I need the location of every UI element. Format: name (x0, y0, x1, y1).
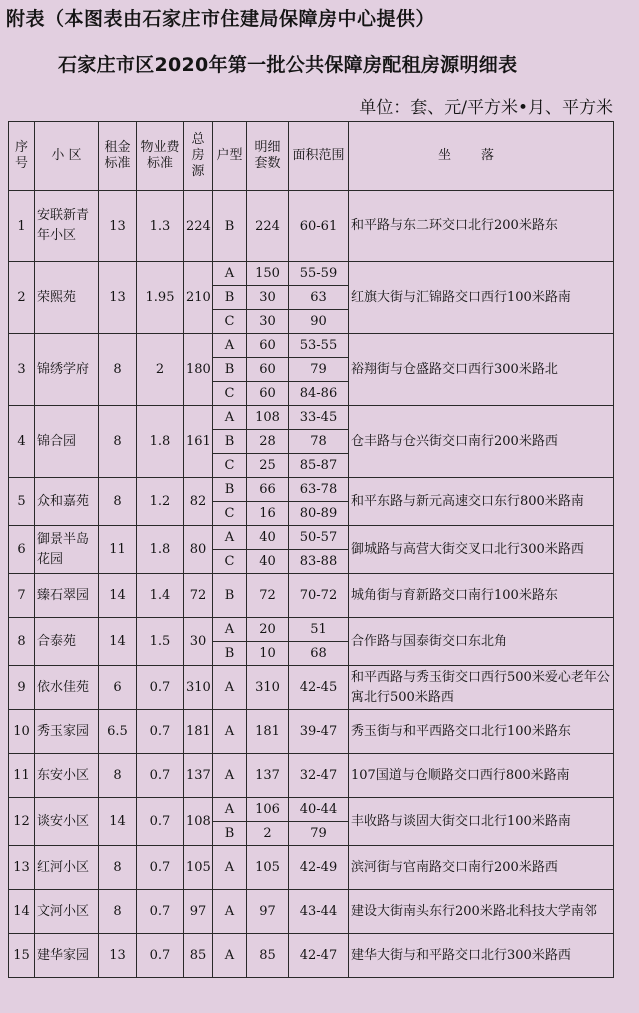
cell-location: 和平路与东二环交口北行200米路东 (349, 191, 614, 262)
cell-type: A (213, 710, 247, 754)
cell-area: 51 (289, 618, 349, 642)
cell-area: 33-45 (289, 406, 349, 430)
cell-type: A (213, 754, 247, 798)
cell-area: 84-86 (289, 382, 349, 406)
header-count: 明细套数 (247, 122, 289, 191)
cell-no: 6 (9, 526, 35, 574)
cell-name: 建华家园 (35, 934, 99, 978)
cell-no: 15 (9, 934, 35, 978)
cell-total: 224 (184, 191, 213, 262)
housing-table (8, 121, 614, 978)
table-row (9, 710, 614, 754)
cell-count: 20 (247, 618, 289, 642)
cell-count: 85 (247, 934, 289, 978)
cell-rent: 13 (99, 934, 137, 978)
cell-total: 105 (184, 846, 213, 890)
cell-count: 105 (247, 846, 289, 890)
cell-rent: 8 (99, 334, 137, 406)
cell-total: 72 (184, 574, 213, 618)
table-row (9, 666, 614, 710)
cell-rent: 14 (99, 574, 137, 618)
cell-name: 安联新青年小区 (35, 191, 99, 262)
cell-count: 310 (247, 666, 289, 710)
cell-type: B (213, 286, 247, 310)
cell-type: B (213, 574, 247, 618)
cell-location: 建华大街与和平路交口北行300米路西 (349, 934, 614, 978)
cell-total: 80 (184, 526, 213, 574)
cell-type: A (213, 618, 247, 642)
cell-no: 4 (9, 406, 35, 478)
cell-rent: 8 (99, 846, 137, 890)
table-row (9, 334, 614, 358)
cell-count: 25 (247, 454, 289, 478)
source-note: 附表（本图表由石家庄市住建局保障房中心提供） (6, 8, 436, 30)
cell-area: 40-44 (289, 798, 349, 822)
table-row (9, 754, 614, 798)
cell-name: 依水佳苑 (35, 666, 99, 710)
cell-type: A (213, 262, 247, 286)
cell-no: 14 (9, 890, 35, 934)
cell-fee: 1.4 (137, 574, 184, 618)
cell-total: 108 (184, 798, 213, 846)
cell-location: 丰收路与谈固大街交口北行100米路南 (349, 798, 614, 846)
cell-area: 32-47 (289, 754, 349, 798)
cell-no: 10 (9, 710, 35, 754)
cell-type: C (213, 550, 247, 574)
cell-total: 85 (184, 934, 213, 978)
cell-area: 50-57 (289, 526, 349, 550)
cell-type: C (213, 310, 247, 334)
cell-name: 御景半岛花园 (35, 526, 99, 574)
cell-fee: 0.7 (137, 666, 184, 710)
cell-type: A (213, 846, 247, 890)
cell-no: 5 (9, 478, 35, 526)
cell-count: 40 (247, 550, 289, 574)
cell-type: A (213, 334, 247, 358)
cell-rent: 13 (99, 191, 137, 262)
cell-total: 161 (184, 406, 213, 478)
cell-count: 30 (247, 286, 289, 310)
cell-type: B (213, 358, 247, 382)
cell-no: 13 (9, 846, 35, 890)
cell-location: 滨河街与官南路交口南行200米路西 (349, 846, 614, 890)
cell-type: C (213, 382, 247, 406)
table-row (9, 934, 614, 978)
cell-count: 137 (247, 754, 289, 798)
cell-count: 66 (247, 478, 289, 502)
cell-rent: 6.5 (99, 710, 137, 754)
cell-no: 1 (9, 191, 35, 262)
cell-count: 150 (247, 262, 289, 286)
header-type: 户型 (213, 122, 247, 191)
cell-fee: 1.2 (137, 478, 184, 526)
cell-type: B (213, 822, 247, 846)
cell-area: 42-45 (289, 666, 349, 710)
cell-location: 红旗大街与汇锦路交口西行100米路南 (349, 262, 614, 334)
cell-type: C (213, 454, 247, 478)
cell-fee: 0.7 (137, 890, 184, 934)
cell-count: 72 (247, 574, 289, 618)
table-row (9, 406, 614, 430)
cell-area: 55-59 (289, 262, 349, 286)
cell-location: 仓丰路与仓兴街交口南行200米路西 (349, 406, 614, 478)
cell-type: A (213, 798, 247, 822)
cell-type: A (213, 890, 247, 934)
table-row (9, 846, 614, 890)
cell-count: 28 (247, 430, 289, 454)
cell-type: B (213, 478, 247, 502)
cell-total: 97 (184, 890, 213, 934)
cell-location: 裕翔街与仓盛路交口西行300米路北 (349, 334, 614, 406)
cell-fee: 0.7 (137, 710, 184, 754)
cell-total: 82 (184, 478, 213, 526)
table-row (9, 191, 614, 262)
cell-fee: 0.7 (137, 846, 184, 890)
table-row (9, 478, 614, 502)
cell-count: 181 (247, 710, 289, 754)
cell-fee: 0.7 (137, 798, 184, 846)
cell-count: 106 (247, 798, 289, 822)
cell-name: 合泰苑 (35, 618, 99, 666)
cell-count: 60 (247, 382, 289, 406)
cell-rent: 8 (99, 478, 137, 526)
cell-name: 众和嘉苑 (35, 478, 99, 526)
table-row (9, 262, 614, 286)
cell-count: 224 (247, 191, 289, 262)
cell-area: 60-61 (289, 191, 349, 262)
cell-type: A (213, 934, 247, 978)
cell-total: 310 (184, 666, 213, 710)
cell-area: 79 (289, 822, 349, 846)
table-row (9, 890, 614, 934)
cell-total: 180 (184, 334, 213, 406)
cell-no: 12 (9, 798, 35, 846)
cell-name: 谈安小区 (35, 798, 99, 846)
cell-name: 荣熙苑 (35, 262, 99, 334)
cell-no: 7 (9, 574, 35, 618)
table-row (9, 526, 614, 550)
cell-area: 83-88 (289, 550, 349, 574)
cell-rent: 8 (99, 754, 137, 798)
cell-type: C (213, 502, 247, 526)
cell-rent: 8 (99, 890, 137, 934)
cell-count: 97 (247, 890, 289, 934)
cell-type: A (213, 526, 247, 550)
cell-count: 60 (247, 334, 289, 358)
cell-fee: 0.7 (137, 934, 184, 978)
cell-area: 63-78 (289, 478, 349, 502)
cell-no: 8 (9, 618, 35, 666)
cell-count: 108 (247, 406, 289, 430)
cell-area: 42-49 (289, 846, 349, 890)
cell-fee: 1.3 (137, 191, 184, 262)
cell-name: 秀玉家园 (35, 710, 99, 754)
cell-area: 90 (289, 310, 349, 334)
cell-name: 臻石翠园 (35, 574, 99, 618)
cell-count: 16 (247, 502, 289, 526)
header-row (9, 122, 614, 191)
cell-location: 和平东路与新元高速交口东行800米路南 (349, 478, 614, 526)
cell-name: 锦绣学府 (35, 334, 99, 406)
cell-area: 68 (289, 642, 349, 666)
cell-location: 107国道与仓顺路交口西行800米路南 (349, 754, 614, 798)
cell-area: 43-44 (289, 890, 349, 934)
cell-type: B (213, 191, 247, 262)
cell-area: 78 (289, 430, 349, 454)
header-no: 序号 (9, 122, 35, 191)
table-body (9, 191, 614, 978)
cell-location: 秀玉街与和平西路交口北行100米路东 (349, 710, 614, 754)
cell-area: 79 (289, 358, 349, 382)
cell-fee: 1.95 (137, 262, 184, 334)
cell-type: B (213, 642, 247, 666)
cell-rent: 8 (99, 406, 137, 478)
header-total: 总房源 (184, 122, 213, 191)
cell-fee: 0.7 (137, 754, 184, 798)
table-row (9, 798, 614, 822)
cell-count: 2 (247, 822, 289, 846)
cell-total: 137 (184, 754, 213, 798)
cell-fee: 1.8 (137, 406, 184, 478)
cell-name: 东安小区 (35, 754, 99, 798)
cell-fee: 1.8 (137, 526, 184, 574)
cell-total: 181 (184, 710, 213, 754)
cell-area: 70-72 (289, 574, 349, 618)
header-rent: 租金标准 (99, 122, 137, 191)
cell-location: 合作路与国泰街交口东北角 (349, 618, 614, 666)
table-row (9, 574, 614, 618)
cell-area: 39-47 (289, 710, 349, 754)
cell-rent: 14 (99, 618, 137, 666)
cell-no: 2 (9, 262, 35, 334)
cell-no: 3 (9, 334, 35, 406)
header-name: 小 区 (35, 122, 99, 191)
cell-name: 文河小区 (35, 890, 99, 934)
cell-location: 城角街与育新路交口南行100米路东 (349, 574, 614, 618)
cell-name: 红河小区 (35, 846, 99, 890)
cell-location: 建设大街南头东行200米路北科技大学南邻 (349, 890, 614, 934)
cell-area: 85-87 (289, 454, 349, 478)
header-area: 面积范围 (289, 122, 349, 191)
cell-rent: 13 (99, 262, 137, 334)
cell-name: 锦合园 (35, 406, 99, 478)
cell-count: 60 (247, 358, 289, 382)
cell-location: 御城路与高营大街交叉口北行300米路西 (349, 526, 614, 574)
cell-rent: 6 (99, 666, 137, 710)
cell-fee: 2 (137, 334, 184, 406)
table-row (9, 618, 614, 642)
cell-type: B (213, 430, 247, 454)
cell-area: 63 (289, 286, 349, 310)
cell-total: 30 (184, 618, 213, 666)
cell-count: 10 (247, 642, 289, 666)
header-location: 坐落 (349, 122, 614, 191)
table-title: 石家庄市区2020年第一批公共保障房配租房源明细表 (58, 54, 518, 76)
cell-count: 30 (247, 310, 289, 334)
cell-rent: 11 (99, 526, 137, 574)
cell-rent: 14 (99, 798, 137, 846)
cell-no: 9 (9, 666, 35, 710)
cell-type: A (213, 666, 247, 710)
header-fee: 物业费标准 (137, 122, 184, 191)
cell-area: 80-89 (289, 502, 349, 526)
cell-type: A (213, 406, 247, 430)
cell-area: 53-55 (289, 334, 349, 358)
unit-note: 单位：套、元/平方米•月、平方米 (359, 98, 613, 118)
cell-location: 和平西路与秀玉街交口西行500米爱心老年公寓北行500米路西 (349, 666, 614, 710)
cell-fee: 1.5 (137, 618, 184, 666)
cell-no: 11 (9, 754, 35, 798)
cell-area: 42-47 (289, 934, 349, 978)
cell-count: 40 (247, 526, 289, 550)
cell-total: 210 (184, 262, 213, 334)
